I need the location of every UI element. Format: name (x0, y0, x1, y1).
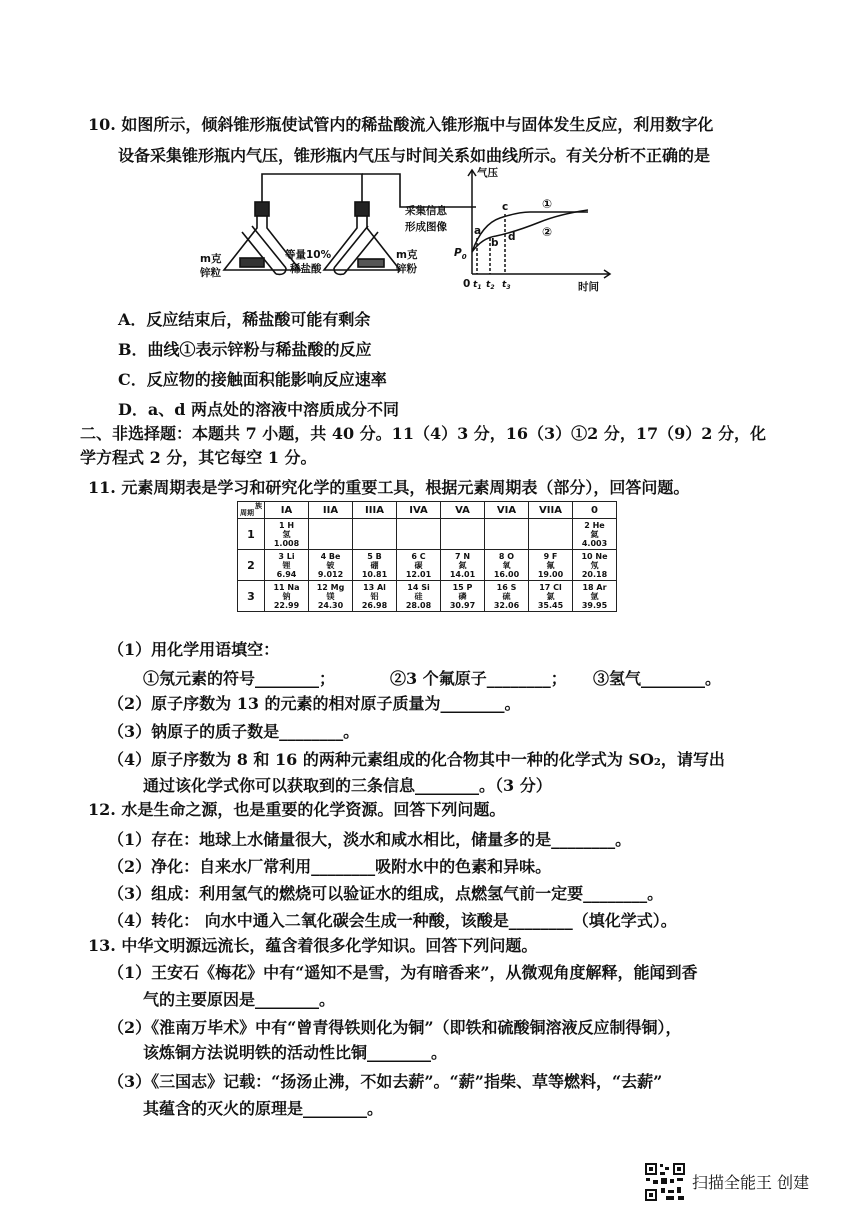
curve-2-label: ② (542, 225, 553, 239)
table-corner: 族 周期 (238, 502, 265, 519)
element-cell (529, 519, 573, 550)
right-label-1: m克 (396, 249, 418, 261)
element-cell (397, 519, 441, 550)
q11-part2: （2）原子序数为 13 的元素的相对原子质量为________。 (108, 694, 521, 713)
q12-part3: （3）组成：利用氢气的燃烧可以验证水的组成，点燃氢气前一定要________。 (108, 884, 664, 903)
point-a-label: a (474, 225, 482, 237)
left-flask (224, 202, 300, 274)
element-cell: 10 Ne 氖 20.18 (573, 550, 617, 581)
t3-label: $t_3$ (502, 280, 511, 291)
q13-part2-line1: （2）《淮南万毕术》中有“曾青得铁则化为铜”（即铁和硫酸铜溶液反应制得铜）， (108, 1018, 682, 1037)
header-0: 0 (573, 502, 617, 519)
table-row-period-3 (238, 581, 617, 612)
element-cell: 18 Ar 氩 39.95 (573, 581, 617, 612)
right-label-2: 锌粉 (396, 263, 417, 275)
q11-part4-line1: （4）原子序数为 8 和 16 的两种元素组成的化合物其中一种的化学式为 SO₂，请写出 (108, 750, 725, 769)
q12-part2: （2）净化：自来水厂常利用________吸附水中的色素和异味。 (108, 857, 552, 876)
q11-part1-a: ①氖元素的符号________； (143, 669, 336, 688)
element-cell: 11 Na 钠 22.99 (265, 581, 309, 612)
q13-part3-line2: 其蕴含的灭火的原理是________。 (143, 1099, 384, 1118)
element-cell (485, 519, 529, 550)
q11-part4-line2: 通过该化学式你可以获取到的三条信息________。（3 分） (143, 776, 552, 795)
header-viia: VIIA (529, 502, 573, 519)
point-b-label: b (491, 237, 499, 249)
element-cell: 1 H 氢 1.008 (265, 519, 309, 550)
q10-option-a: A．反应结束后，稀盐酸可能有剩余 (118, 310, 371, 329)
q10-option-c: C．反应物的接触面积能影响反应速率 (118, 370, 387, 389)
q12-stem: 12. 水是生命之源，也是重要的化学资源。回答下列问题。 (88, 800, 506, 819)
left-label-2: 锌粒 (200, 267, 221, 279)
element-cell: 9 F 氟 19.00 (529, 550, 573, 581)
qr-code-icon (644, 1162, 686, 1202)
left-label-1: m克 (200, 253, 222, 265)
header-iiia: IIIA (353, 502, 397, 519)
element-cell (441, 519, 485, 550)
q10-figure (200, 162, 620, 301)
header-iia: IIA (309, 502, 353, 519)
header-iva: IVA (397, 502, 441, 519)
element-cell (309, 519, 353, 550)
q12-part1: （1）存在：地球上水储量很大，淡水和咸水相比，储量多的是________。 (108, 830, 632, 849)
element-cell: 5 B 硼 10.81 (353, 550, 397, 581)
period-number: 1 (238, 519, 265, 550)
element-cell: 4 Be 铍 9.012 (309, 550, 353, 581)
element-cell: 12 Mg 镁 24.30 (309, 581, 353, 612)
q11-part1-b: ②3 个氟原子________； (390, 669, 567, 688)
q13-part1-line2: 气的主要原因是________。 (143, 990, 336, 1009)
middle-label-2: 稀盐酸 (290, 263, 322, 275)
q10-option-d: D．a、d 两点处的溶液中溶质成分不同 (118, 400, 400, 419)
section2-line1: 二、非选择题：本题共 7 小题，共 40 分。11（4）3 分，16（3）①2 分，17（9）2 分，化 (80, 424, 766, 443)
period-number: 2 (238, 550, 265, 581)
x-axis-label: 时间 (578, 281, 599, 293)
element-cell: 2 He 氦 4.003 (573, 519, 617, 550)
q13-part3-line1: （3）《三国志》记载：“扬汤止沸，不如去薪”。“薪”指柴、草等燃料，“去薪” (108, 1072, 663, 1091)
pressure-graph (468, 170, 610, 278)
p0-label: $P_0$ (454, 247, 467, 261)
element-cell (353, 519, 397, 550)
q11-part1-title: （1）用化学用语填空： (108, 640, 280, 659)
element-cell: 17 Cl 氯 35.45 (529, 581, 573, 612)
middle-label-1: 等量10% (285, 249, 332, 261)
q11-part1-c: ③氢气________。 (593, 669, 722, 688)
periodic-table (237, 501, 617, 612)
collect-label-1: 采集信息 (405, 205, 447, 217)
point-d-label: d (508, 231, 516, 243)
q12-part4: （4）转化： 向水中通入二氧化碳会生成一种酸，该酸是________（填化学式）。 (108, 911, 677, 930)
t2-label: $t_2$ (486, 280, 495, 291)
element-cell: 14 Si 硅 28.08 (397, 581, 441, 612)
q13-stem: 13. 中华文明源远流长，蕴含着很多化学知识。回答下列问题。 (88, 936, 538, 955)
element-cell: 6 C 碳 12.01 (397, 550, 441, 581)
element-cell: 15 P 磷 30.97 (441, 581, 485, 612)
element-cell: 3 Li 锂 6.94 (265, 550, 309, 581)
y-axis-label: 气压 (477, 167, 498, 179)
element-cell: 16 S 硫 32.06 (485, 581, 529, 612)
flask-labels (200, 204, 447, 279)
element-cell: 13 Al 铝 26.98 (353, 581, 397, 612)
table-row-period-2 (238, 550, 617, 581)
q10-option-b: B．曲线①表示锌粉与稀盐酸的反应 (118, 340, 372, 359)
section2-line2: 学方程式 2 分，其它每空 1 分。 (80, 448, 317, 467)
watermark-text: 扫描全能王 创建 (692, 1173, 810, 1192)
table-row-period-1 (238, 519, 617, 550)
q11-stem: 11. 元素周期表是学习和研究化学的重要工具，根据元素周期表（部分），回答问题。 (88, 478, 690, 497)
t1-label: $t_1$ (473, 280, 482, 291)
element-cell: 8 O 氧 16.00 (485, 550, 529, 581)
element-cell: 7 N 氮 14.01 (441, 550, 485, 581)
q13-part1-line1: （1）王安石《梅花》中有“遥知不是雪，为有暗香来”，从微观角度解释，能闻到香 (108, 963, 698, 982)
header-va: VA (441, 502, 485, 519)
q11-part3: （3）钠原子的质子数是________。 (108, 722, 360, 741)
origin-label: 0 (463, 278, 471, 290)
curve-1-label: ① (542, 197, 553, 211)
right-flask (324, 202, 400, 274)
period-number: 3 (238, 581, 265, 612)
header-via: VIA (485, 502, 529, 519)
point-c-label: c (502, 201, 509, 213)
q10-line1: 10. 如图所示，倾斜锥形瓶使试管内的稀盐酸流入锥形瓶中与固体发生反应，利用数字化 (88, 115, 714, 134)
collect-label-2: 形成图像 (405, 221, 447, 233)
q13-part2-line2: 该炼铜方法说明铁的活动性比铜________。 (143, 1043, 448, 1062)
header-ia: IA (265, 502, 309, 519)
q10-line2: 设备采集锥形瓶内气压，锥形瓶内气压与时间关系如曲线所示。有关分析不正确的是 (118, 146, 711, 165)
